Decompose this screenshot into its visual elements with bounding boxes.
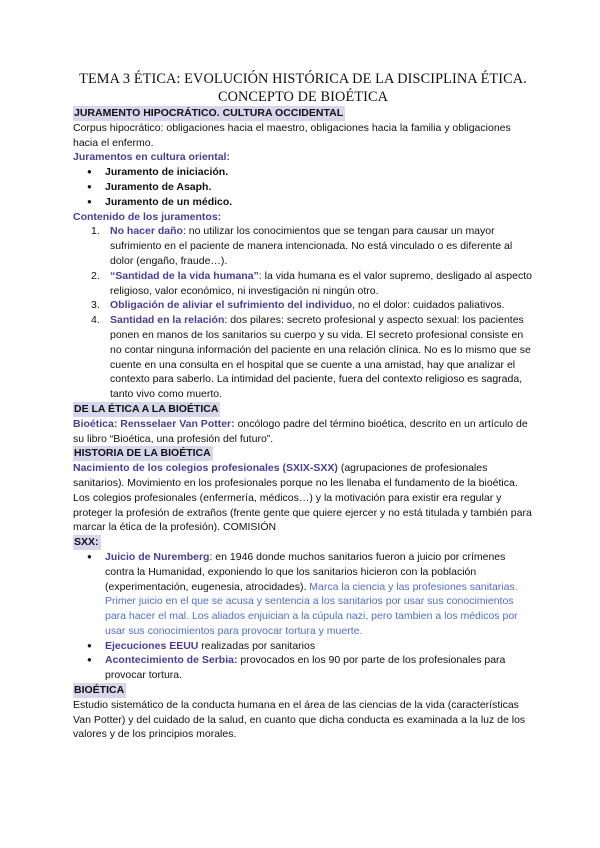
page-title: TEMA 3 ÉTICA: EVOLUCIÓN HISTÓRICA DE LA DISCIPLINA ÉTICA. CONCEPTO DE BIOÉTICA <box>79 71 527 105</box>
section-historia-bioetica <box>73 446 533 535</box>
list-item: ● Juramento de un médico. <box>73 195 533 210</box>
section-etica-bioetica <box>73 402 533 446</box>
section-heading: JURAMENTO HIPOCRÁTICO. CULTURA OCCIDENTAL <box>74 107 344 119</box>
section-heading: DE LA ÉTICA A LA BIOÉTICA <box>74 402 219 415</box>
list-item: ● Juramento de Asaph. <box>73 180 533 195</box>
section-sxx <box>73 535 533 683</box>
list-item: ● Juramento de iniciación. <box>73 165 533 180</box>
list-item: 3. Obligación de aliviar el sufrimiento del individuo, no el dolor: cuidados paliativos. <box>91 299 505 312</box>
paragraph: Estudio sistemático de la conducta humana en el área de las ciencias de la vida (características Van Potter) y del cuidado de la salud, en cuanto que dicha conducta es examinada a la luz de los valores y de los principios morales. <box>73 698 526 741</box>
paragraph: Bioética: Rensselaer Van Potter: oncólogo padre del término bioética, descrito en un artículo de su libro “Bioética, una profesión del futuro”. <box>73 417 528 445</box>
section-heading: HISTORIA DE LA BIOÉTICA <box>74 447 211 460</box>
numbered-list <box>73 224 533 402</box>
bullet-list <box>73 165 533 209</box>
section-heading: SXX: <box>74 536 99 549</box>
paragraph: Nacimiento de los colegios profesionales (SXIX-SXX) (agrupaciones de profesionales sanitarios). Movimiento en los profesionales porque no les llenaba el fundamento de la bioética. Los colegios profesionales (enfermería, médicos…) y la motivación para existir era regular y proteger la profesión de extraños (frente gente que quiere ejercer y no está titulada y también para marcar la ética de la profesión). COMISIÓN <box>73 462 532 534</box>
subheading: Contenido de los juramentos: <box>73 210 222 223</box>
list-item: 4. Santidad en la relación: dos pilares: secreto profesional y aspecto sexual: los pacientes ponen en manos de los sanitarios su cuerpo y su vida. El secreto profesional consiste en no contar ninguna información del paciente en una relación clínica. No es lo mismo que se cuente en una consulta en el hospital que se cuente a una amistad, hay que analizar el contexto para saberlo. La intimidad del paciente, fuera del contexto religioso es sagrada, tanto vivo como muerto. <box>91 314 531 401</box>
list-item: ● Acontecimiento de Serbia: provocados en los 90 por parte de los profesionales para provocar tortura. <box>73 653 533 683</box>
section-contenido-juramentos <box>73 210 533 402</box>
list-item: 2. “Santidad de la vida humana”: la vida humana es el valor supremo, desligado al aspecto religioso, valor económico, ni investigación ni ningún otro. <box>91 269 532 297</box>
paragraph: Corpus hipocrático: obligaciones hacia el maestro, obligaciones hacia la familia y obligaciones hacia el enfermo. <box>73 121 511 149</box>
list-item: ● Juicio de Nuremberg: en 1946 donde muchos sanitarios fueron a juicio por crímenes contra la Humanidad, exponiendo lo que los sanitarios hicieron con la población (experimentación, eugenesia, atrocidades). Marca la ciencia y las profesiones sanitarias. Primer juicio en el que se acusa y sentencia a los sanitarios por usar sus conocimientos para hacer el mal. Los aliados enjuician a la cúpula nazi, pero tambien a los médicos por usar sus conocimientos para provocar tortura y muerte. <box>73 550 533 639</box>
list-item: ● Ejecuciones EEUU realizadas por sanitarios <box>73 639 533 654</box>
section-bioetica <box>73 683 533 742</box>
section-cultura-oriental <box>73 150 533 209</box>
document-page <box>73 70 533 742</box>
subheading: Juramentos en cultura oriental: <box>73 151 230 164</box>
section-juramento-hipocratico <box>73 106 533 150</box>
bullet-list <box>73 550 533 683</box>
section-heading: BIOÉTICA <box>74 684 125 697</box>
list-item: 1. No hacer daño: no utilizar los conocimientos que se tengan para causar un mayor sufrimiento en el paciente de manera intencionada. No está vinculado o es diferente al dolor (engaño, fraude…). <box>91 225 513 267</box>
